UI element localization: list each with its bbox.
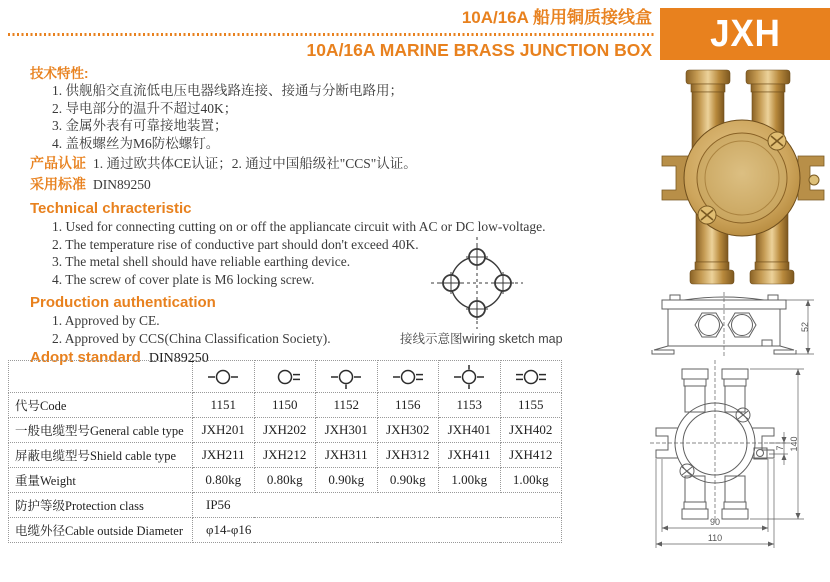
spec-cell: 1152: [316, 393, 378, 418]
tech-cn-item: 2. 导电部分的温升不超过40K；: [52, 100, 238, 116]
product-code-label: JXH: [709, 12, 781, 55]
dimension-label-52: 52: [800, 321, 810, 333]
dimension-label-140: 140: [789, 436, 799, 452]
tech-cn-item: 4. 盖板螺丝为M6防松螺钉。: [52, 135, 220, 151]
row-label: 电缆外径Cable outside Diameter: [9, 518, 193, 543]
spec-row-protection: [9, 493, 562, 518]
port-config-symbol: [254, 361, 316, 393]
spec-cell: JXH311: [316, 443, 378, 468]
spec-row-cable-diameter: [9, 518, 562, 543]
dotted-rule: [8, 33, 656, 36]
spec-cell: φ14-φ16: [193, 518, 562, 543]
spec-header-empty: [9, 361, 193, 393]
auth-en-item: 2. Approved by CCS(China Classification Society).: [52, 330, 331, 346]
port-config-icon: [323, 362, 369, 392]
section-heading-std-cn: 采用标准: [30, 176, 86, 192]
section-heading-cert-cn: 产品认证: [30, 155, 86, 171]
front-view-drawing: [648, 358, 830, 560]
spec-cell: 0.80kg: [254, 468, 316, 493]
section-cert-cn: [30, 154, 520, 173]
spec-cell: 0.80kg: [193, 468, 255, 493]
spec-cell: 1.00kg: [439, 468, 501, 493]
port-config-icon: [262, 362, 308, 392]
dimension-label-7: 7: [775, 445, 785, 451]
spec-table: [8, 360, 562, 543]
cert-cn-text: 1. 通过欧共体CE认证；2. 通过中国船级社"CCS"认证。: [93, 156, 417, 171]
spec-cell: 1156: [377, 393, 439, 418]
std-en-text: DIN89250: [148, 351, 209, 366]
side-view-drawing: [648, 292, 830, 362]
tech-en-item: 2. The temperature rise of conductive part should don't exceed 40K.: [52, 236, 419, 252]
spec-cell: JXH212: [254, 443, 316, 468]
spec-cell: JXH401: [439, 418, 501, 443]
dimension-label-90: 90: [709, 517, 721, 527]
spec-cell: JXH312: [377, 443, 439, 468]
wiring-sketch-caption: 接线示意图wiring sketch map: [400, 332, 563, 346]
port-config-symbol: [316, 361, 378, 393]
tech-en-item: 4. The screw of cover plate is M6 locking screw.: [52, 271, 315, 287]
port-config-symbol: [500, 361, 562, 393]
section-heading-auth-en: Production authentication: [30, 294, 216, 311]
spec-cell: JXH302: [377, 418, 439, 443]
row-label: 防护等级Protection class: [9, 493, 193, 518]
dimension-label-110: 110: [707, 533, 723, 543]
spec-cell: 0.90kg: [377, 468, 439, 493]
spec-cell: JXH412: [500, 443, 562, 468]
spec-row-shield-cable: [9, 443, 562, 468]
spec-cell: 1153: [439, 393, 501, 418]
product-photo: [656, 62, 830, 292]
wiring-sketch-diagram: [426, 232, 530, 336]
spec-cell: 1151: [193, 393, 255, 418]
spec-cell: JXH202: [254, 418, 316, 443]
spec-cell: 1150: [254, 393, 316, 418]
row-label: 屏蔽电缆型号Shield cable type: [9, 443, 193, 468]
spec-cell: JXH211: [193, 443, 255, 468]
page-title-english: 10A/16A MARINE BRASS JUNCTION BOX: [306, 40, 652, 60]
section-heading-tech-cn: 技术特性:: [30, 66, 89, 81]
port-config-icon: [385, 362, 431, 392]
section-std-cn: [30, 175, 520, 194]
page-title-chinese: 10A/16A 船用铜质接线盒: [461, 8, 652, 27]
spec-cell: JXH411: [439, 443, 501, 468]
section-heading-std-en: Adopt standard: [30, 349, 141, 366]
product-code-badge: [660, 8, 830, 60]
auth-en-item: 1. Approved by CE.: [52, 313, 160, 328]
tech-cn-item: 3. 金属外表有可靠接地装置；: [52, 118, 228, 133]
spec-cell: JXH402: [500, 418, 562, 443]
row-label: 一般电缆型号General cable type: [9, 418, 193, 443]
std-cn-text: DIN89250: [93, 177, 151, 192]
spec-cell: 1.00kg: [500, 468, 562, 493]
port-config-icon: [508, 362, 554, 392]
tech-en-item: 1. Used for connecting cutting on or off the appliancate circuit with AC or DC low-voltage.: [52, 219, 546, 234]
port-config-symbol: [377, 361, 439, 393]
spec-cell: JXH301: [316, 418, 378, 443]
spec-row-weight: [9, 468, 562, 493]
port-config-symbol: [193, 361, 255, 393]
spec-cell: IP56: [193, 493, 562, 518]
row-label: 代号Code: [9, 393, 193, 418]
port-config-icon: [446, 362, 492, 392]
spec-header-row: [9, 361, 562, 393]
spec-cell: JXH201: [193, 418, 255, 443]
spec-cell: 1155: [500, 393, 562, 418]
spec-row-general-cable: [9, 418, 562, 443]
spec-cell: 0.90kg: [316, 468, 378, 493]
port-config-symbol: [439, 361, 501, 393]
spec-row-code: [9, 393, 562, 418]
row-label: 重量Weight: [9, 468, 193, 493]
port-config-icon: [200, 362, 246, 392]
section-heading-tech-en: Technical chracteristic: [30, 200, 192, 217]
tech-en-item: 3. The metal shell should have reliable earthing device.: [52, 254, 351, 269]
tech-cn-item: 1. 供舰船交直流低电压电器线路连接、接通与分断电路用；: [52, 83, 403, 98]
